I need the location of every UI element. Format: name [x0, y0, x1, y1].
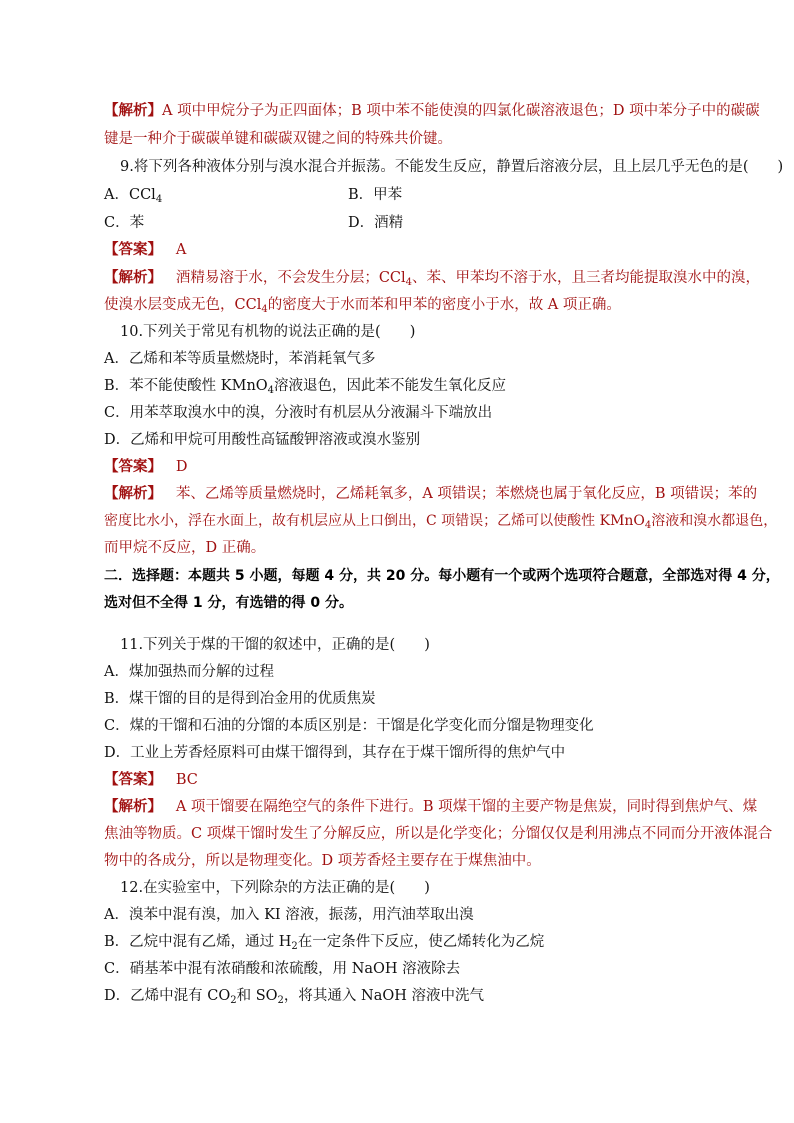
option-c: C．用苯萃取溴水中的溴，分液时有机层从分液漏斗下端放出: [104, 405, 493, 421]
explanation-line: 【解析】A 项中甲烷分子为正四面体；B 项中苯不能使溴的四氯化碳溶液退色；D 项中苯分子中的碳碳: [104, 102, 760, 119]
answer-line: 【答案】 BC: [104, 771, 198, 788]
explanation-tag: 【解析】: [104, 269, 162, 286]
explanation-line: 【解析】 苯、乙烯等质量燃烧时，乙烯耗氧多，A 项错误；苯燃烧也属于氧化反应，B 项错误；苯的: [104, 485, 758, 502]
option-a: A．煤加强热而分解的过程: [104, 664, 274, 680]
explanation-line: 焦油等物质。C 项煤干馏时发生了分解反应，所以是化学变化；分馏仅仅是利用沸点不同而分开液体混合: [104, 826, 773, 842]
option-b: B．苯不能使酸性 KMnO$_4$溶液退色，因此苯不能发生氧化反应: [104, 378, 507, 396]
explanation-line: 使溴水层变成无色，CCl$_4$的密度大于水而苯和甲苯的密度小于水，故 A 项正确。: [104, 297, 621, 315]
section-heading: 选对但不全得 1 分，有选错的得 0 分。: [104, 595, 353, 611]
explanation-tag: 【解析】: [104, 798, 162, 815]
option-a: A．CCl$_4$: [104, 187, 163, 205]
explanation-tag: 【解析】: [104, 485, 162, 502]
question-10: 10.下列关于常见有机物的说法正确的是( ): [120, 324, 416, 340]
explanation-line: 【解析】 酒精易溶于水，不会发生分层；CCl$_4$、苯、甲苯均不溶于水，且三者均能提取溴水中的溴，: [104, 269, 761, 288]
option-b: B．煤干馏的目的是得到冶金用的优质焦炭: [104, 691, 376, 707]
option-d: D．工业上芳香烃原料可由煤干馏得到，其存在于煤干馏所得的焦炉气中: [104, 745, 566, 761]
answer-line: 【答案】 D: [104, 458, 188, 475]
option-c: C．硝基苯中混有浓硝酸和浓硫酸，用 NaOH 溶液除去: [104, 961, 461, 977]
option-d: D．乙烯中混有 $CO_2$和 $SO_2$，将其通入 NaOH 溶液中洗气: [104, 988, 484, 1006]
explanation-line: 【解析】 A 项干馏要在隔绝空气的条件下进行。B 项煤干馏的主要产物是焦炭，同时得到焦炉气、煤: [104, 798, 758, 815]
option-d: D．酒精: [348, 215, 404, 231]
answer-line: 【答案】 A: [104, 241, 187, 258]
option-d: D．乙烯和甲烷可用酸性高锰酸钾溶液或溴水鉴别: [104, 432, 421, 448]
option-c: C．煤的干馏和石油的分馏的本质区别是：干馏是化学变化而分馏是物理变化: [104, 718, 594, 734]
explanation-tag: 【解析】: [104, 102, 162, 119]
question-11: 11.下列关于煤的干馏的叙述中，正确的是( ): [120, 637, 430, 653]
answer-tag: 【答案】: [104, 241, 162, 258]
question-9: 9.将下列各种液体分别与溴水混合并振荡。不能发生反应，静置后溶液分层，且上层几乎无色的是( ): [120, 159, 784, 175]
option-b: B．乙烷中混有乙烯，通过 $H_2$在一定条件下反应，使乙烯转化为乙烷: [104, 934, 545, 952]
option-a: A．溴苯中混有溴，加入 KI 溶液，振荡，用汽油萃取出溴: [104, 907, 474, 923]
explanation-line: 物中的各成分，所以是物理变化。D 项芳香烃主要存在于煤焦油中。: [104, 853, 541, 869]
option-c: C．苯: [104, 215, 145, 231]
question-12: 12.在实验室中，下列除杂的方法正确的是( ): [120, 880, 430, 896]
answer-tag: 【答案】: [104, 458, 162, 475]
option-a: A．乙烯和苯等质量燃烧时，苯消耗氧气多: [104, 351, 376, 367]
explanation-line: 键是一种介于碳碳单键和碳碳双键之间的特殊共价键。: [104, 131, 452, 147]
option-b: B．甲苯: [348, 187, 403, 203]
answer-tag: 【答案】: [104, 771, 162, 788]
explanation-line: 密度比水小，浮在水面上，故有机层应从上口倒出，C 项错误；乙烯可以使酸性 KMnO$_4$溶液和溴水都退色，: [104, 513, 778, 531]
explanation-line: 而甲烷不反应，D 正确。: [104, 540, 266, 556]
section-heading: 二．选择题：本题共 5 小题，每题 4 分，共 20 分。每小题有一个或两个选项符合题意，全部选对得 4 分，: [104, 568, 780, 584]
